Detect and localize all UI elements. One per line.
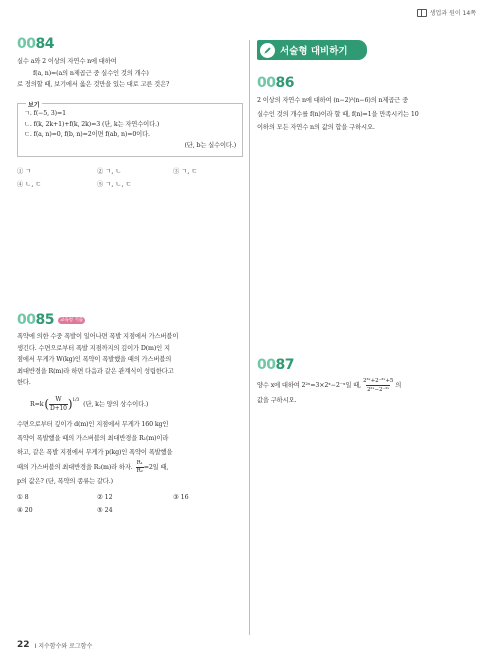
problem-number-85: 0085 <box>17 312 54 328</box>
bogi-item-1: ㄱ. f(−5, 3)=1 <box>24 110 66 117</box>
choice-1[interactable]: ① ㄱ <box>17 168 32 175</box>
p86-line-3: 이하의 모든 자연수 n의 값의 합을 구하시오. <box>257 124 375 131</box>
choice-4[interactable]: ④ 20 <box>17 507 33 514</box>
choice-2[interactable]: ② 12 <box>97 494 113 501</box>
p85-line-10: p의 값은? (단, 폭약의 종류는 같다.) <box>17 478 113 485</box>
bogi-note: (단, b는 실수이다.) <box>184 141 236 149</box>
problem-number-84: 0084 <box>17 36 54 52</box>
choice-5[interactable]: ⑤ 24 <box>97 507 113 514</box>
p85-ratio: $\frac{\text{R₁}}{\text{R₂}}$ <box>136 460 143 474</box>
p84-choices <box>17 166 242 196</box>
chapter-title: I 지수함수와 로그함수 <box>34 642 93 650</box>
p85-line-7: 폭약이 폭발했을 때의 가스버블의 최대반경을 R₁(m)이라 <box>17 435 169 442</box>
p84-question: 로 정의할 때, 보기에서 옳은 것만을 있는 대로 고른 것은? <box>17 81 170 88</box>
problem-87-body: 양수 x에 대하여 2²ˣ=3×2ˣ−2⁻ˣ일 때, 2³ˣ+2⁻³ˣ+5 2²ˣ−2⁻²ˣ 의 값을 구하시오. <box>257 377 489 407</box>
problem-84-body <box>17 56 242 91</box>
book-icon <box>417 9 427 17</box>
source-badge: 교육청 기출 <box>59 317 84 323</box>
p84-intro: 실수 a와 2 이상의 자연수 n에 대하여 <box>17 58 117 65</box>
p85-line-4: 최대반경을 R(m)라 하면 다음과 같은 관계식이 성립한다고 <box>17 367 174 375</box>
p87-line-2: 값을 구하시오. <box>257 397 297 404</box>
problem-85-header <box>17 312 85 328</box>
p85-line-3: 점에서 무게가 W(kg)인 폭약이 폭발했을 때의 가스버블의 <box>17 356 172 363</box>
p85-line-6: 수면으로부터 깊이가 d(m)인 지점에서 무게가 160 kg인 <box>17 421 169 428</box>
choice-4[interactable]: ④ ㄴ, ㄷ <box>17 181 42 188</box>
p85-line-8: 하고, 같은 폭발 지점에서 무게가 p(kg)인 폭약이 폭발했을 <box>17 449 173 456</box>
problem-85-body <box>17 331 245 389</box>
choice-3[interactable]: ③ 16 <box>173 494 189 501</box>
problem-85-body-2: 수면으로부터 깊이가 d(m)인 지점에서 무게가 160 kg인 폭약이 폭발했을 때의 가스버블의 최대반경을 R₁(m)이라 하고, 같은 폭발 지점에서 무게가 p(kg)인 폭약이 폭발했을 때의 가스버블의 최대반경을 R₂(m)라 하자. $\frac{\text{R₁}}{\text{R₂}}$ =2일 때, p의 값은? (단, 폭약의 종류는 같다.) <box>17 418 245 489</box>
column-divider <box>249 40 250 635</box>
p85-line-1: 폭약에 의한 수중 폭발이 일어나면 폭발 지점에서 가스버블이 <box>17 333 179 340</box>
header-tag: 생업과 원이 14쪽 <box>429 10 476 17</box>
p85-line-2: 생긴다. 수면으로부터 폭발 지점까지의 깊이가 D(m)인 지 <box>17 344 170 352</box>
bogi-item-3: ㄷ. f(a, n)=0, f(b, n)=2이면 f(ab, n)=0이다. <box>24 131 150 138</box>
bogi-item-2: ㄴ. f(k, 2k+1)+f(k, 2k)=3 (단, k는 자연수이다.) <box>24 120 160 128</box>
p86-line-1: 2 이상의 자연수 n에 대하여 (n−2)²(n−6)의 n제곱근 중 <box>257 97 408 104</box>
p85-formula: R=k ( W D+10 ) $^{1/3}$ (단, k는 양의 상수이다.) <box>30 396 149 412</box>
p85-choices <box>17 494 242 524</box>
section-banner <box>257 40 367 60</box>
p86-line-2: 실수인 것의 개수를 f(n)이라 할 때, f(n)=1을 만족시키는 10 <box>257 110 419 118</box>
problem-number-87: 0087 <box>257 357 294 373</box>
p85-line-5: 한다. <box>17 379 31 386</box>
p87-fraction: 2³ˣ+2⁻³ˣ+5 2²ˣ−2⁻²ˣ <box>363 378 394 393</box>
banner-title: 서술형 대비하기 <box>280 46 348 57</box>
bogi-box <box>17 103 243 157</box>
page-number: 22 <box>17 640 30 650</box>
problem-86-body <box>257 94 489 135</box>
page-header <box>417 8 476 17</box>
pencil-icon <box>260 43 275 58</box>
page-footer <box>17 640 92 650</box>
p87-line-1: 양수 x에 대하여 2²ˣ=3×2ˣ−2⁻ˣ일 때, <box>257 382 362 389</box>
choice-1[interactable]: ① 8 <box>17 494 29 501</box>
problem-number-86: 0086 <box>257 75 294 91</box>
choice-5[interactable]: ⑤ ㄱ, ㄴ, ㄷ <box>97 181 132 188</box>
choice-3[interactable]: ③ ㄱ, ㄷ <box>173 168 198 175</box>
choice-2[interactable]: ② ㄱ, ㄴ <box>97 168 122 175</box>
bogi-label: 보기 <box>28 102 40 109</box>
p85-line-9: 때의 가스버블의 최대반경을 R₂(m)라 하자. <box>17 463 133 471</box>
p84-definition: f(a, n)=(a의 n제곱근 중 실수인 것의 개수) <box>33 69 149 77</box>
